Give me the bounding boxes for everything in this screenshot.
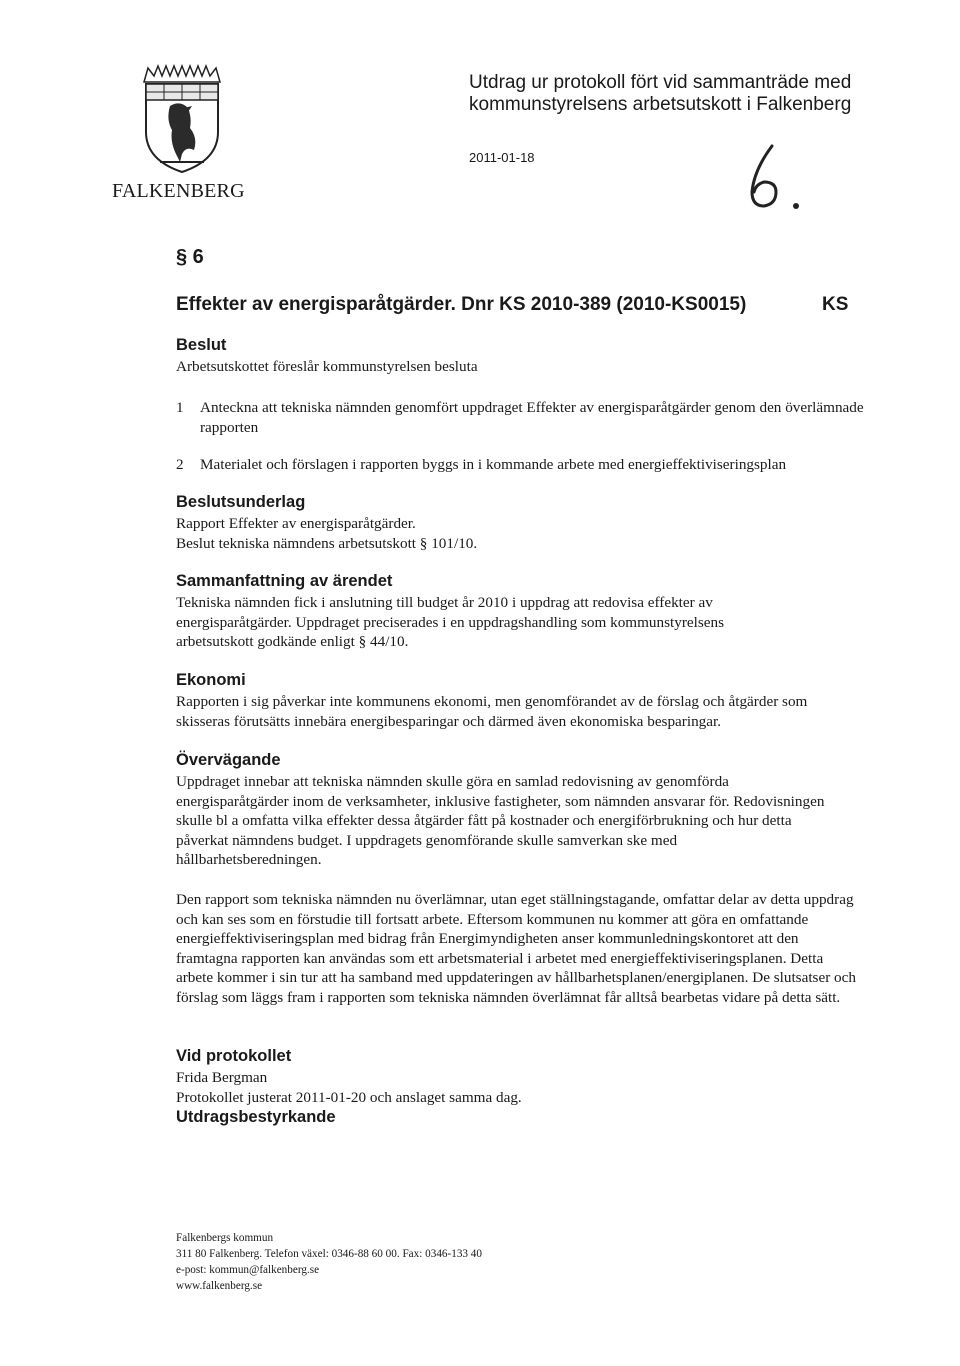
decision-item-text: Materialet och förslagen i rapporten byggs in i kommande arbete med energieffektiviseringsplan	[200, 456, 787, 473]
footer-web: www.falkenberg.se	[176, 1280, 263, 1292]
justerat-note: Protokollet justerat 2011-01-20 och anslaget samma dag.	[176, 1088, 522, 1106]
footer-address: 311 80 Falkenberg. Telefon växel: 0346-88 60 00. Fax: 0346-133 40	[176, 1248, 482, 1260]
overvagande-text-2: Den rapport som tekniska nämnden nu överlämnar, utan eget ställningstagande, omfattar delar av detta uppdrag och kan ses som en förstudie till fortsatt arbete. Eftersom kommunen nu kommer att göra en omfattande energieffektiviseringsplan med bidrag från Energimyndigheten anser kommunledningskontoret att den framtagna rapporten kan användas som ett arbetsmaterial i arbetet med energieffektiviseringsplanen. Detta arbete kommer i sin tur att ha samband med uppdateringen av hållbarhetsplanen/energiplanen. De slutsatser och förslag som läggs fram i rapporten som tekniska nämnden överlämnat får alltså bearbetas vidare på detta sätt.	[176, 891, 856, 1006]
secretary-name: Frida Bergman	[176, 1069, 268, 1086]
heading-vid-protokollet: Vid protokollet	[176, 1047, 292, 1065]
decision-item-number: 1	[176, 399, 184, 416]
decision-item	[176, 398, 866, 437]
protokoll-text	[176, 1068, 866, 1107]
beslutsunderlag-line-1: Rapport Effekter av energisparåtgärder.	[176, 515, 416, 532]
item-title: Effekter av energisparåtgärder. Dnr KS 2010-389 (2010-KS0015)	[176, 294, 747, 315]
heading-utdragsbestyrkande: Utdragsbestyrkande	[176, 1108, 336, 1126]
heading-beslut: Beslut	[176, 336, 227, 354]
footer-email: e-post: kommun@falkenberg.se	[176, 1264, 320, 1276]
handwritten-item-number	[740, 144, 820, 216]
footer-org: Falkenbergs kommun	[176, 1232, 274, 1244]
decision-item-number: 2	[176, 456, 184, 473]
heading-ekonomi: Ekonomi	[176, 671, 246, 689]
committee-code: KS	[822, 294, 849, 315]
beslutsunderlag-line-2: Beslut tekniska nämndens arbetsutskott § 101/10.	[176, 534, 478, 552]
municipal-coat-of-arms	[140, 62, 224, 174]
sammanfattning-text: Tekniska nämnden fick i anslutning till budget år 2010 i uppdrag att redovisa effekter av energisparåtgärder. Uppdraget preciserades i en uppdragshandling som kommunstyrelsens arbetsutskott godkände enligt § 44/10.	[176, 594, 725, 651]
municipality-name: FALKENBERG	[112, 180, 245, 202]
protocol-header	[469, 72, 851, 116]
decision-item-text: Anteckna att tekniska nämnden genomfört uppdraget Effekter av energisparåtgärder genom den överlämnade rapporten	[200, 399, 864, 436]
heading-sammanfattning: Sammanfattning av ärendet	[176, 572, 393, 590]
overvagande-text-1: Uppdraget innebar att tekniska nämnden skulle göra en samlad redovisning av genomförda energisparåtgärder inom de verksamheter, inklusive fastigheter, som nämnden ansvarar för. Redovisningen skulle bl a omfatta vilka effekter dessa åtgärder fått på kostnader och energiförbrukning och hur detta påverkat nämndens budget. I uppdragets genomförande skulle samverkan ske med hållbarhetsberedningen.	[176, 773, 825, 869]
heading-overvagande: Övervägande	[176, 751, 281, 769]
ekonomi-text: Rapporten i sig påverkar inte kommunens ekonomi, men genomförandet av de förslag och åtgärder som skisseras förutsätts innebära energibesparingar och därmed även ekonomiska besparingar.	[176, 693, 808, 730]
decision-item	[176, 455, 866, 475]
beslutsunderlag-text	[176, 514, 866, 553]
beslut-intro: Arbetsutskottet föreslår kommunstyrelsen besluta	[176, 358, 478, 375]
footer-contact	[176, 1230, 482, 1294]
heading-beslutsunderlag: Beslutsunderlag	[176, 493, 306, 511]
meeting-date: 2011-01-18	[469, 150, 535, 165]
section-number: § 6	[176, 246, 204, 268]
header-line-2: kommunstyrelsens arbetsutskott i Falkenberg	[469, 94, 852, 115]
header-line-1: Utdrag ur protokoll fört vid sammanträde med	[469, 72, 852, 93]
